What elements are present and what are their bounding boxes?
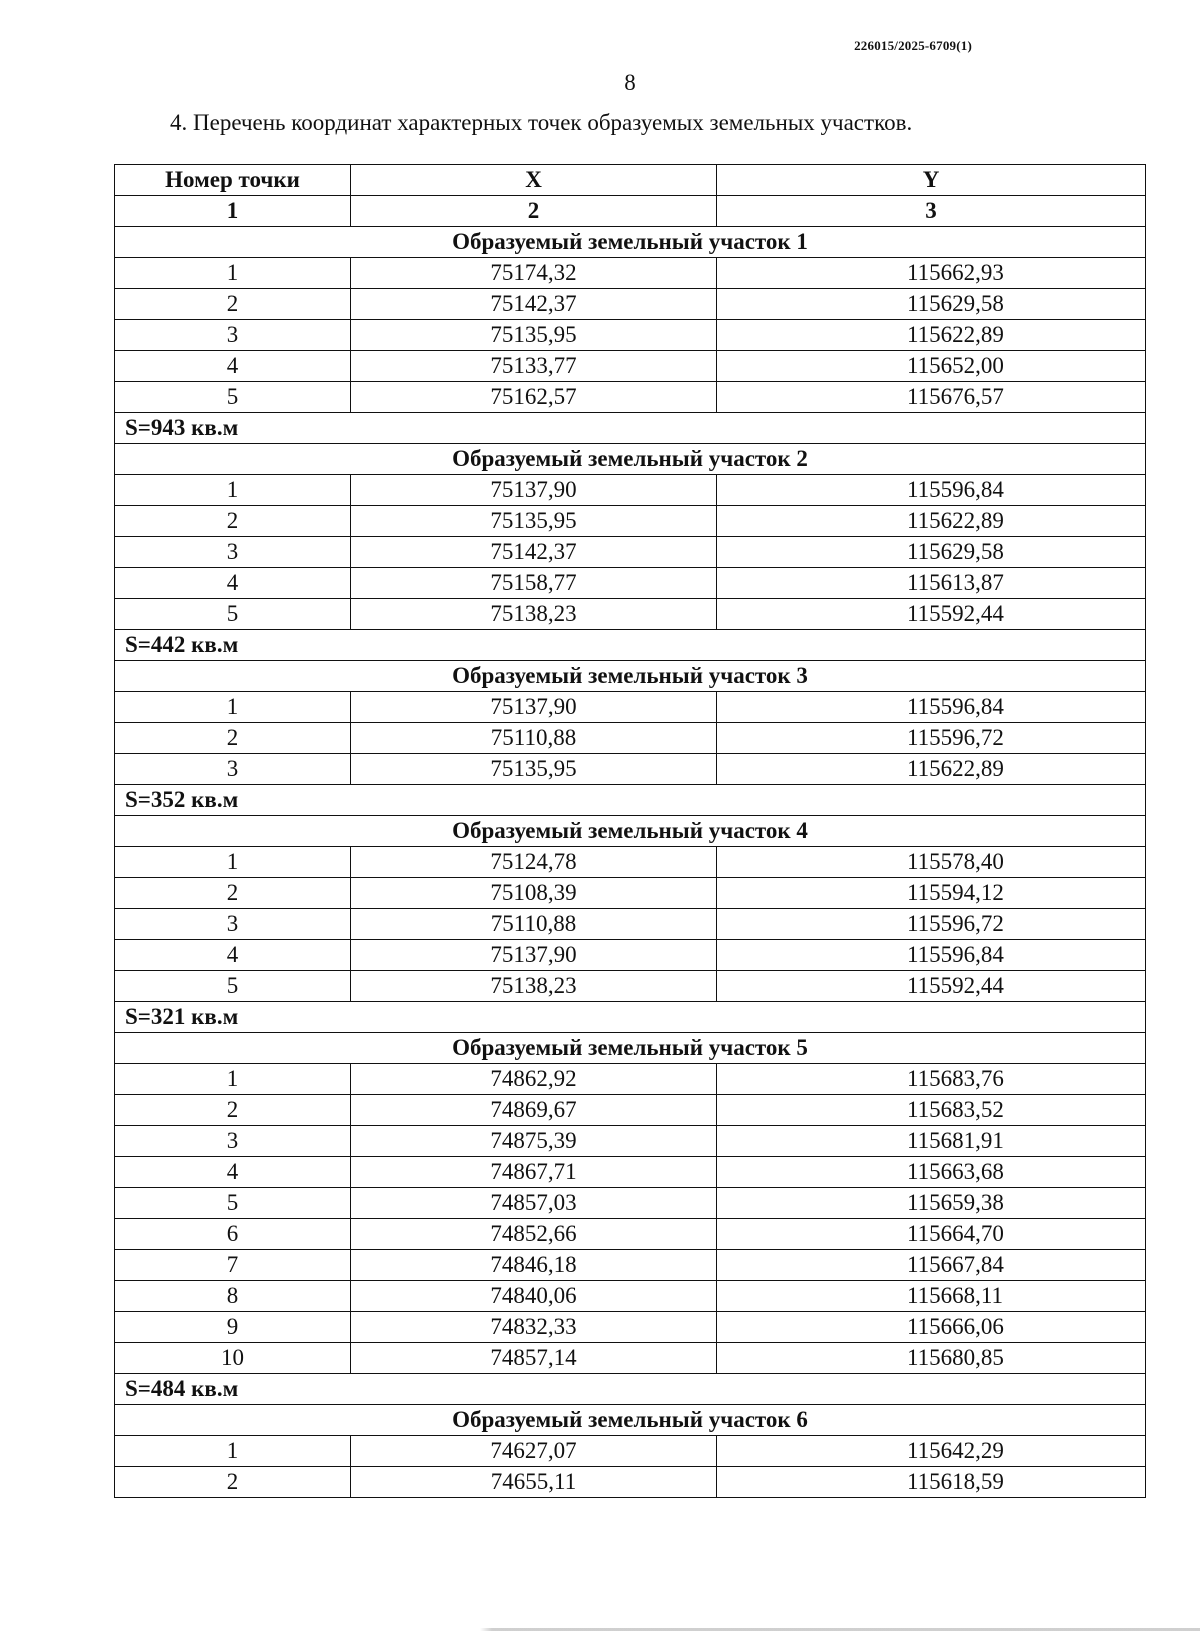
x-coordinate-cell: 75138,23 <box>351 971 717 1002</box>
point-number-cell: 4 <box>115 568 351 599</box>
point-number-cell: 10 <box>115 1343 351 1374</box>
y-coordinate-cell: 115596,84 <box>717 692 1146 723</box>
y-coordinate-cell: 115680,85 <box>717 1343 1146 1374</box>
point-number-cell: 7 <box>115 1250 351 1281</box>
point-number-cell: 5 <box>115 1188 351 1219</box>
table-row <box>115 1219 1146 1250</box>
y-coordinate-cell: 115592,44 <box>717 971 1146 1002</box>
table-row <box>115 878 1146 909</box>
plot-title: Образуемый земельный участок 5 <box>115 1033 1146 1064</box>
point-number-cell: 2 <box>115 506 351 537</box>
y-coordinate-cell: 115681,91 <box>717 1126 1146 1157</box>
plot-title: Образуемый земельный участок 1 <box>115 227 1146 258</box>
x-coordinate-cell: 75133,77 <box>351 351 717 382</box>
y-coordinate-cell: 115667,84 <box>717 1250 1146 1281</box>
column-number-3: 3 <box>717 196 1146 227</box>
x-coordinate-cell: 74862,92 <box>351 1064 717 1095</box>
table-header-row <box>115 165 1146 196</box>
plot-title-row <box>115 816 1146 847</box>
x-coordinate-cell: 75162,57 <box>351 382 717 413</box>
section-title: 4. Перечень координат характерных точек образуемых земельных участков. <box>170 110 913 135</box>
table-row <box>115 599 1146 630</box>
point-number-cell: 9 <box>115 1312 351 1343</box>
point-number-cell: 2 <box>115 723 351 754</box>
x-coordinate-cell: 74832,33 <box>351 1312 717 1343</box>
x-coordinate-cell: 75158,77 <box>351 568 717 599</box>
column-number-2: 2 <box>351 196 717 227</box>
y-coordinate-cell: 115592,44 <box>717 599 1146 630</box>
table-row <box>115 320 1146 351</box>
table-row <box>115 537 1146 568</box>
y-coordinate-cell: 115596,84 <box>717 940 1146 971</box>
x-coordinate-cell: 75137,90 <box>351 692 717 723</box>
x-coordinate-cell: 75137,90 <box>351 475 717 506</box>
y-coordinate-cell: 115596,72 <box>717 723 1146 754</box>
x-coordinate-cell: 74846,18 <box>351 1250 717 1281</box>
y-coordinate-cell: 115622,89 <box>717 754 1146 785</box>
table-column-numbers-row <box>115 196 1146 227</box>
table-row <box>115 940 1146 971</box>
header-y: Y <box>717 165 1146 196</box>
y-coordinate-cell: 115642,29 <box>717 1436 1146 1467</box>
x-coordinate-cell: 75124,78 <box>351 847 717 878</box>
table-row <box>115 1250 1146 1281</box>
plot-title-row <box>115 227 1146 258</box>
table-row <box>115 1095 1146 1126</box>
plot-area: S=484 кв.м <box>115 1374 1146 1405</box>
column-number-1: 1 <box>115 196 351 227</box>
plot-area-row <box>115 785 1146 816</box>
table-row <box>115 382 1146 413</box>
plot-area-row <box>115 1374 1146 1405</box>
plot-area: S=321 кв.м <box>115 1002 1146 1033</box>
x-coordinate-cell: 75108,39 <box>351 878 717 909</box>
point-number-cell: 3 <box>115 320 351 351</box>
y-coordinate-cell: 115683,52 <box>717 1095 1146 1126</box>
y-coordinate-cell: 115622,89 <box>717 320 1146 351</box>
y-coordinate-cell: 115613,87 <box>717 568 1146 599</box>
x-coordinate-cell: 74852,66 <box>351 1219 717 1250</box>
plot-title-row <box>115 661 1146 692</box>
table-row <box>115 1126 1146 1157</box>
point-number-cell: 4 <box>115 940 351 971</box>
table-row <box>115 568 1146 599</box>
plot-title-row <box>115 444 1146 475</box>
point-number-cell: 1 <box>115 692 351 723</box>
table-row <box>115 1157 1146 1188</box>
table-row <box>115 1188 1146 1219</box>
table-row <box>115 258 1146 289</box>
coordinates-table <box>114 164 1146 1498</box>
point-number-cell: 5 <box>115 971 351 1002</box>
y-coordinate-cell: 115578,40 <box>717 847 1146 878</box>
coordinates-table-body <box>115 165 1146 1498</box>
y-coordinate-cell: 115622,89 <box>717 506 1146 537</box>
y-coordinate-cell: 115629,58 <box>717 537 1146 568</box>
point-number-cell: 1 <box>115 1436 351 1467</box>
x-coordinate-cell: 75110,88 <box>351 909 717 940</box>
header-x: X <box>351 165 717 196</box>
plot-area: S=943 кв.м <box>115 413 1146 444</box>
point-number-cell: 2 <box>115 1095 351 1126</box>
point-number-cell: 1 <box>115 1064 351 1095</box>
document-number: 226015/2025-6709(1) <box>854 38 972 53</box>
x-coordinate-cell: 75137,90 <box>351 940 717 971</box>
y-coordinate-cell: 115668,11 <box>717 1281 1146 1312</box>
x-coordinate-cell: 75174,32 <box>351 258 717 289</box>
point-number-cell: 2 <box>115 878 351 909</box>
table-row <box>115 289 1146 320</box>
x-coordinate-cell: 75142,37 <box>351 537 717 568</box>
table-row <box>115 1436 1146 1467</box>
y-coordinate-cell: 115664,70 <box>717 1219 1146 1250</box>
table-row <box>115 971 1146 1002</box>
table-row <box>115 1343 1146 1374</box>
x-coordinate-cell: 74869,67 <box>351 1095 717 1126</box>
point-number-cell: 5 <box>115 599 351 630</box>
x-coordinate-cell: 75110,88 <box>351 723 717 754</box>
y-coordinate-cell: 115629,58 <box>717 289 1146 320</box>
y-coordinate-cell: 115596,72 <box>717 909 1146 940</box>
table-row <box>115 692 1146 723</box>
x-coordinate-cell: 74857,03 <box>351 1188 717 1219</box>
x-coordinate-cell: 75142,37 <box>351 289 717 320</box>
point-number-cell: 8 <box>115 1281 351 1312</box>
page-number: 8 <box>624 70 636 95</box>
table-row <box>115 1312 1146 1343</box>
y-coordinate-cell: 115652,00 <box>717 351 1146 382</box>
x-coordinate-cell: 74655,11 <box>351 1467 717 1498</box>
plot-title-row <box>115 1405 1146 1436</box>
point-number-cell: 3 <box>115 1126 351 1157</box>
x-coordinate-cell: 75135,95 <box>351 506 717 537</box>
point-number-cell: 1 <box>115 475 351 506</box>
plot-title-row <box>115 1033 1146 1064</box>
point-number-cell: 3 <box>115 754 351 785</box>
point-number-cell: 2 <box>115 289 351 320</box>
plot-area-row <box>115 413 1146 444</box>
plot-area: S=352 кв.м <box>115 785 1146 816</box>
x-coordinate-cell: 74627,07 <box>351 1436 717 1467</box>
plot-title: Образуемый земельный участок 4 <box>115 816 1146 847</box>
point-number-cell: 6 <box>115 1219 351 1250</box>
y-coordinate-cell: 115659,38 <box>717 1188 1146 1219</box>
y-coordinate-cell: 115666,06 <box>717 1312 1146 1343</box>
x-coordinate-cell: 74857,14 <box>351 1343 717 1374</box>
x-coordinate-cell: 74875,39 <box>351 1126 717 1157</box>
header-point-number: Номер точки <box>115 165 351 196</box>
plot-area: S=442 кв.м <box>115 630 1146 661</box>
y-coordinate-cell: 115663,68 <box>717 1157 1146 1188</box>
y-coordinate-cell: 115683,76 <box>717 1064 1146 1095</box>
table-row <box>115 754 1146 785</box>
plot-area-row <box>115 630 1146 661</box>
x-coordinate-cell: 74840,06 <box>351 1281 717 1312</box>
table-row <box>115 506 1146 537</box>
table-row <box>115 1064 1146 1095</box>
plot-title: Образуемый земельный участок 3 <box>115 661 1146 692</box>
point-number-cell: 3 <box>115 909 351 940</box>
plot-title: Образуемый земельный участок 6 <box>115 1405 1146 1436</box>
point-number-cell: 1 <box>115 258 351 289</box>
point-number-cell: 1 <box>115 847 351 878</box>
y-coordinate-cell: 115618,59 <box>717 1467 1146 1498</box>
table-row <box>115 475 1146 506</box>
point-number-cell: 4 <box>115 351 351 382</box>
table-row <box>115 351 1146 382</box>
x-coordinate-cell: 75135,95 <box>351 754 717 785</box>
x-coordinate-cell: 75138,23 <box>351 599 717 630</box>
table-row <box>115 1281 1146 1312</box>
point-number-cell: 3 <box>115 537 351 568</box>
plot-title: Образуемый земельный участок 2 <box>115 444 1146 475</box>
table-row <box>115 847 1146 878</box>
table-row <box>115 723 1146 754</box>
y-coordinate-cell: 115676,57 <box>717 382 1146 413</box>
point-number-cell: 5 <box>115 382 351 413</box>
table-row <box>115 1467 1146 1498</box>
x-coordinate-cell: 75135,95 <box>351 320 717 351</box>
table-row <box>115 909 1146 940</box>
x-coordinate-cell: 74867,71 <box>351 1157 717 1188</box>
y-coordinate-cell: 115594,12 <box>717 878 1146 909</box>
y-coordinate-cell: 115596,84 <box>717 475 1146 506</box>
plot-area-row <box>115 1002 1146 1033</box>
y-coordinate-cell: 115662,93 <box>717 258 1146 289</box>
point-number-cell: 2 <box>115 1467 351 1498</box>
point-number-cell: 4 <box>115 1157 351 1188</box>
